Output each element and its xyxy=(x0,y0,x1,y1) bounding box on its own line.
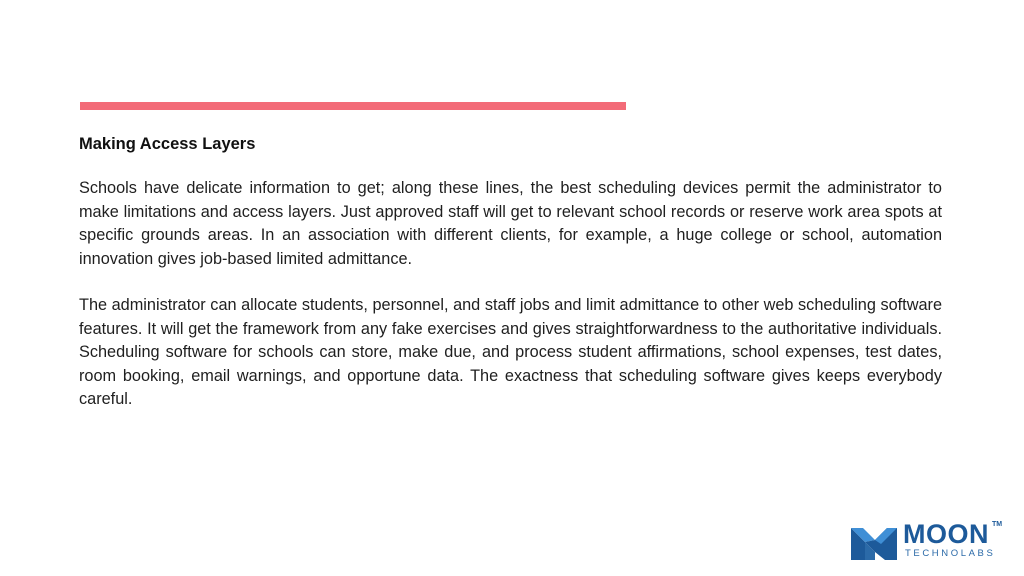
paragraph-1: Schools have delicate information to get; along these lines, the best scheduling devices permit the administrator to make limitations and access layers. Just approved staff will get to relevant school records or reserve work area spots at specific grounds areas. In an association with different clients, for example, a huge college or school, automation innovation gives job-based limited admittance. xyxy=(79,179,942,268)
logo-wordmark: MOON xyxy=(903,519,989,549)
content-area xyxy=(79,133,942,435)
section-heading: Making Access Layers xyxy=(79,135,256,153)
accent-bar xyxy=(80,102,626,110)
logo-subtitle: TECHNOLABS xyxy=(905,548,996,559)
logo-trademark: TM xyxy=(992,521,1003,528)
moon-technolabs-logo xyxy=(851,521,1011,561)
logo-mark-icon xyxy=(851,524,897,560)
paragraph-2: The administrator can allocate students, personnel, and staff jobs and limit admittance to other web scheduling software features. It will get the framework from any fake exercises and gives straightforwardness to the authoritative individuals. Scheduling software for schools can store, make due, and process student affirmations, school expenses, test dates, room booking, email warnings, and opportune data. The exactness that scheduling software gives keeps everybody careful. xyxy=(79,296,942,408)
